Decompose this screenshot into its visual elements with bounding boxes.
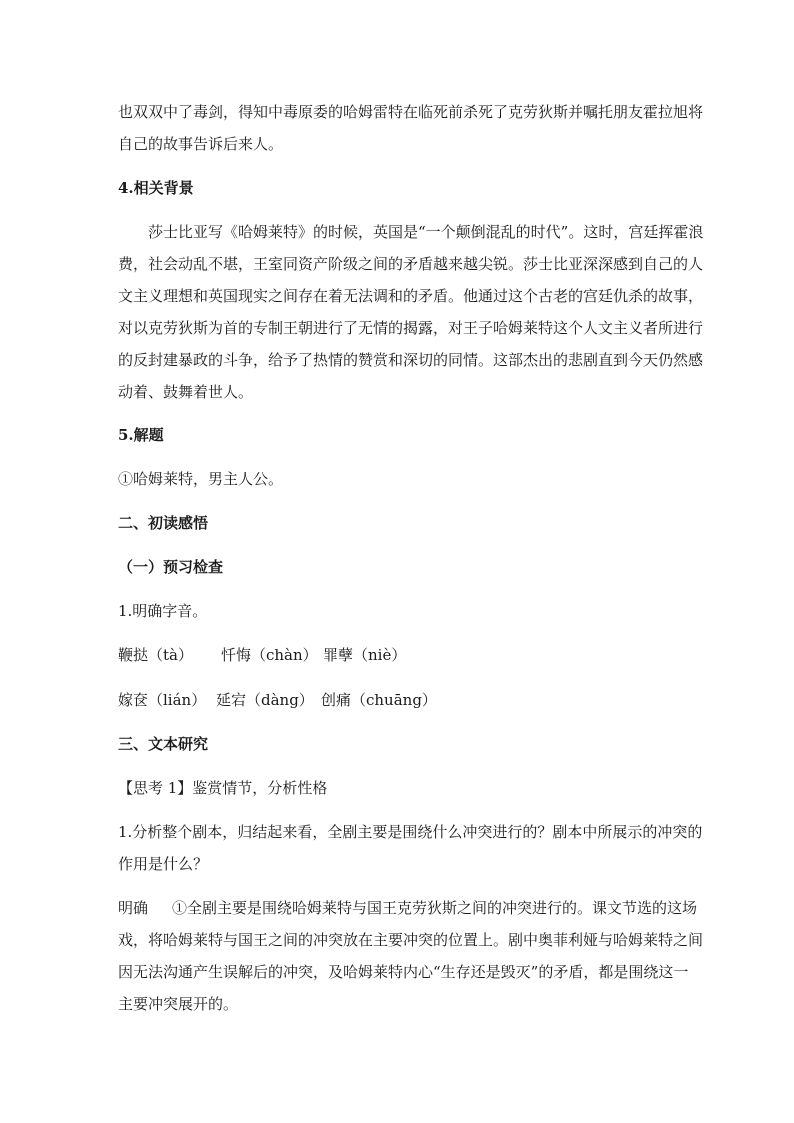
question-line: 1.分析整个剧本，归结起来看，全剧主要是围绕什么冲突进行的？剧本中所展示的冲突的: [118, 823, 703, 841]
answer-label: 明确: [118, 899, 149, 917]
question-line: 作用是什么？: [118, 855, 209, 873]
answer-line: 主要冲突展开的。: [118, 995, 239, 1013]
pronunciation-item: 创痛（chuāng）: [321, 691, 437, 709]
preview-check-heading: （一）预习检查: [118, 558, 224, 576]
part-2-heading: 二、初读感悟: [118, 514, 209, 532]
pronunciation-item: 忏悔（chàn）: [221, 646, 318, 664]
pronunciation-item: 延宕（dàng）: [216, 691, 314, 709]
answer-line: ①全剧主要是围绕哈姆莱特与国王克劳狄斯之间的冲突进行的。课文节选的这场: [172, 899, 698, 917]
section-4-heading: 4.相关背景: [118, 179, 194, 197]
answer-line: 因无法沟通产生误解后的冲突，及哈姆莱特内心“生存还是毁灭”的矛盾，都是围绕这一: [118, 963, 689, 981]
pronunciation-item: 鞭挞（tà）: [118, 646, 193, 664]
background-line: 的反封建暴政的斗争，给予了热情的赞赏和深切的同情。这部杰出的悲剧直到今天仍然感: [118, 351, 704, 369]
title-explanation: ①哈姆莱特，男主人公。: [118, 470, 284, 488]
pronunciation-item: 罪孽（niè）: [323, 646, 407, 664]
story-line-2: 自己的故事告诉后来人。: [118, 135, 284, 153]
part-3-heading: 三、文本研究: [118, 735, 209, 753]
background-line: 莎士比亚写《哈姆莱特》的时候，英国是“一个颠倒混乱的时代”。这时，宫廷挥霍浪: [148, 223, 704, 241]
think-1-label: 【思考 1】鉴赏情节，分析性格: [118, 779, 328, 797]
background-line: 文主义理想和英国现实之间存在着无法调和的矛盾。他通过这个古老的宫廷仇杀的故事，: [118, 287, 704, 305]
pronunciation-item: 嫁奁（lián）: [118, 691, 207, 709]
section-5-heading: 5.解题: [118, 426, 164, 444]
background-line: 费，社会动乱不堪，王室同资产阶级之间的矛盾越来越尖锐。莎士比亚深深感到自己的人: [118, 255, 704, 273]
background-line: 对以克劳狄斯为首的专制王朝进行了无情的揭露，对王子哈姆莱特这个人文主义者所进行: [118, 319, 704, 337]
answer-line: 戏，将哈姆莱特与国王之间的冲突放在主要冲突的位置上。剧中奥菲利娅与哈姆莱特之间: [118, 931, 704, 949]
pronunciation-task: 1.明确字音。: [118, 602, 208, 620]
background-line: 动着、鼓舞着世人。: [118, 383, 254, 401]
story-line-1: 也双双中了毒剑，得知中毒原委的哈姆雷特在临死前杀死了克劳狄斯并嘱托朋友霍拉旭将: [118, 103, 704, 121]
